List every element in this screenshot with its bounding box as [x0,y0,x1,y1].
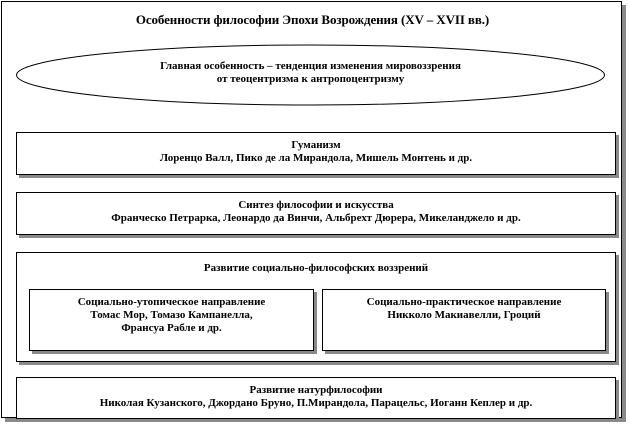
practical-heading: Социально-практическое направление [366,296,562,308]
main-feature-text [14,60,607,86]
main-feature-line-2: от теоцентризма к антропоцентризму [216,73,405,85]
humanism-box [16,132,616,175]
practical-direction-box [322,289,606,351]
diagram-title: Особенности философии Эпохи Возрождения (XV – XVII вв.) [135,12,490,27]
natural-philosophy-box [16,377,616,419]
humanism-heading: Гуманизм [291,139,341,151]
utopian-heading: Социально-утопическое направление [77,296,266,308]
humanism-names: Лоренцо Валл, Пико де ла Мирандола, Мишель Монтень и др. [159,152,473,164]
utopian-direction-box [29,289,314,351]
natural-philosophy-names: Николая Кузанского, Джордано Бруно, П.Мирандола, Парацельс, Иоганн Кеплер и др. [99,397,533,409]
diagram-frame [1,1,622,418]
main-feature-line-1: Главная особенность – тенденция изменения мировоззрения [160,60,461,72]
practical-line-1: Никколо Макиавелли, Гроций [387,309,541,321]
social-box [16,252,616,362]
synthesis-heading: Синтез философии и искусства [238,199,394,211]
main-feature-ellipse [14,42,607,108]
utopian-line-2: Франсуа Рабле и др. [121,322,222,334]
social-heading: Развитие социально-философских воззрений [203,262,429,274]
utopian-line-1: Томас Мор, Томазо Кампанелла, [90,309,253,321]
synthesis-names: Франческо Петрарка, Леонардо да Винчи, Альбрехт Дюрера, Микеланджело и др. [111,212,521,224]
synthesis-box [16,192,616,235]
natural-philosophy-heading: Развитие натурфилософии [249,384,383,396]
